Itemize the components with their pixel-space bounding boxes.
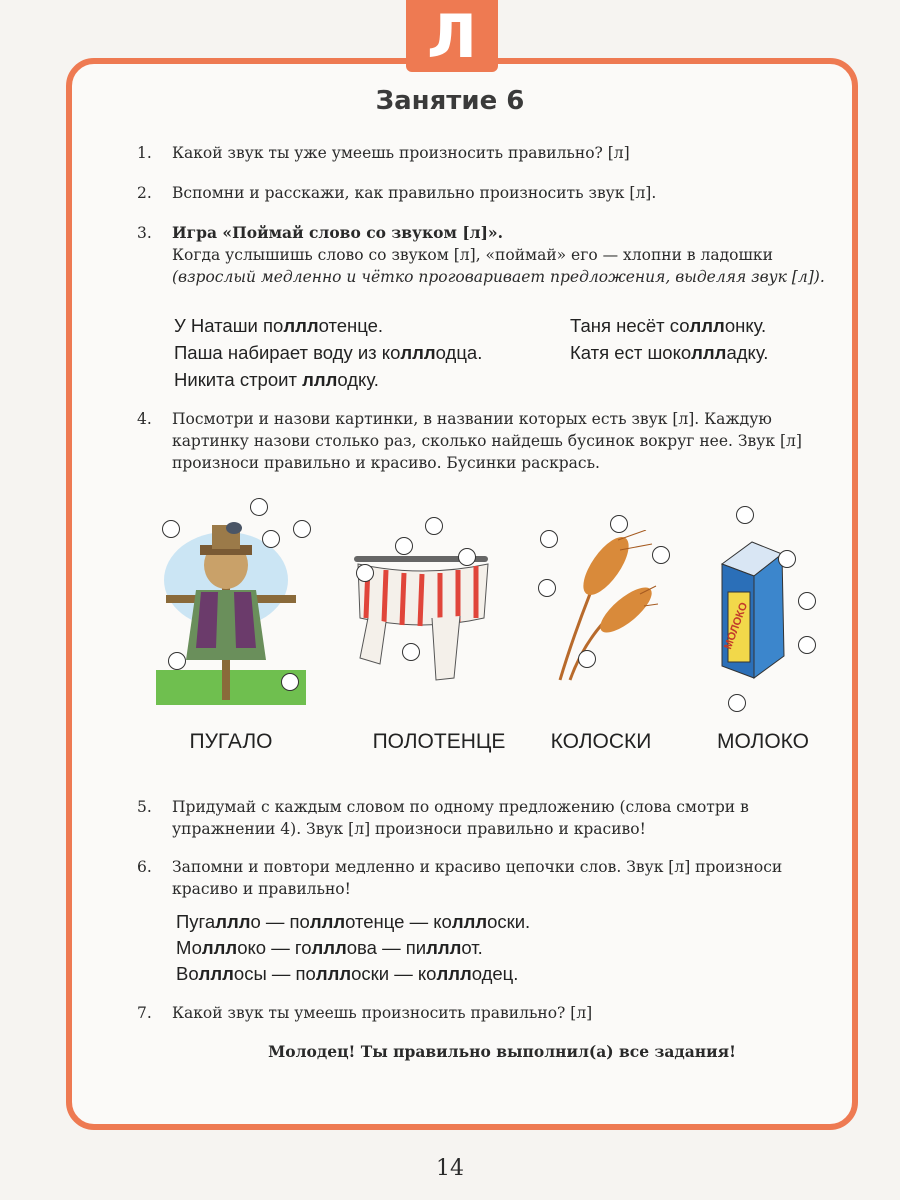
bead[interactable] (425, 517, 443, 535)
sentence-3 (174, 366, 379, 393)
chain-2-bold: ллл (311, 937, 347, 958)
chain-2-part: Мо (176, 937, 202, 958)
task-3-title: Игра «Поймай слово со звуком [л]». (172, 223, 504, 242)
task-5-text: Придумай с каждым словом по одному предложению (слова смотри в упражнении 4). Звук [л] произноси правильно и красиво! (172, 798, 749, 838)
sentence-3-pre: Никита строит (174, 369, 303, 390)
task-2-text: Вспомни и расскажи, как правильно произносить звук [л]. (172, 184, 657, 202)
carton-label: МОЛОКО (722, 600, 751, 652)
sentence-1-post: отенце. (318, 315, 384, 336)
sentence-2-bold: ллл (400, 342, 436, 363)
sentence-2-post: одца. (435, 342, 483, 363)
bead[interactable] (798, 636, 816, 654)
chain-2-part: ова — пи (346, 937, 427, 958)
bead[interactable] (281, 673, 299, 691)
bead[interactable] (736, 506, 754, 524)
bead[interactable] (250, 498, 268, 516)
bead[interactable] (652, 546, 670, 564)
chain-2-part: око — го (237, 937, 312, 958)
bead[interactable] (538, 579, 556, 597)
chain-1-part: оски. (487, 911, 531, 932)
picture-label-wheat: КОЛОСКИ (550, 730, 652, 753)
bead[interactable] (262, 530, 280, 548)
chain-3-bold: ллл (436, 963, 472, 984)
wheat-picture (548, 530, 658, 690)
sentence-1 (174, 312, 383, 339)
bead[interactable] (458, 548, 476, 566)
letter-tab: Л (406, 0, 498, 72)
chain-3-part: оски — ко (351, 963, 437, 984)
sentence-5 (570, 339, 768, 366)
bead[interactable] (162, 520, 180, 538)
lesson-title: Занятие 6 (375, 86, 525, 116)
task-2-number: 2. (137, 184, 152, 202)
task-3-text-wrap (172, 244, 832, 288)
task-3-text: Когда услышишь слово со звуком [л], «поймай» его — хлопни в ладошки (172, 246, 773, 264)
bead[interactable] (168, 652, 186, 670)
chain-3-part: Во (176, 963, 199, 984)
chain-2-part: от. (461, 937, 483, 958)
task-4-number: 4. (137, 410, 152, 428)
task-1-text: Какой звук ты уже умеешь произносить правильно? [л] (172, 144, 630, 162)
sentence-4-bold: ллл (689, 315, 725, 336)
task-1-number: 1. (137, 144, 152, 162)
picture-label-towel: ПОЛОТЕНЦЕ (372, 730, 506, 753)
bead[interactable] (293, 520, 311, 538)
bead[interactable] (578, 650, 596, 668)
chain-3-part: одец. (471, 963, 519, 984)
page-number: 14 (436, 1156, 464, 1181)
task-3-block (172, 222, 832, 288)
chain-3-part: осы — по (233, 963, 316, 984)
chain-2-bold: ллл (426, 937, 462, 958)
bead[interactable] (356, 564, 374, 582)
task-3-note: (взрослый медленно и чётко проговаривает предложения, выделяя звук [л]). (172, 268, 825, 286)
chain-1 (176, 908, 530, 935)
sentence-3-post: одку. (337, 369, 379, 390)
sentence-4-pre: Таня несёт со (570, 315, 690, 336)
chain-3 (176, 960, 518, 987)
bead[interactable] (728, 694, 746, 712)
chain-1-part: отенце — ко (345, 911, 452, 932)
sentence-1-pre: У Наташи по (174, 315, 284, 336)
bead[interactable] (540, 530, 558, 548)
bead[interactable] (610, 515, 628, 533)
picture-label-scarecrow: ПУГАЛО (189, 730, 273, 753)
chain-1-bold: ллл (451, 911, 488, 932)
task-4-text: Посмотри и назови картинки, в названии которых есть звук [л]. Каждую картинку назови столько раз, сколько найдешь бусинок вокруг нее. Звук [л] произноси правильно и красиво. Бусинки раскрась. (172, 410, 802, 472)
chain-2-bold: ллл (201, 937, 238, 958)
chain-1-part: о — по (250, 911, 310, 932)
sentence-5-bold: ллл (691, 342, 727, 363)
task-5-number: 5. (137, 798, 152, 816)
chain-1-bold: ллл (215, 911, 251, 932)
task-3-number: 3. (137, 224, 152, 242)
chain-1-part: Пуга (176, 911, 216, 932)
task-6-text: Запомни и повтори медленно и красиво цепочки слов. Звук [л] произноси красиво и правильно! (172, 858, 783, 898)
task-7-number: 7. (137, 1004, 152, 1022)
picture-label-milk: МОЛОКО (716, 730, 810, 753)
chain-2 (176, 934, 483, 961)
sentence-4 (570, 312, 766, 339)
sentence-2-pre: Паша набирает воду из ко (174, 342, 401, 363)
sentence-3-bold: ллл (302, 369, 338, 390)
sentence-5-pre: Катя ест шоко (570, 342, 692, 363)
sentence-5-post: адку. (726, 342, 769, 363)
bead[interactable] (798, 592, 816, 610)
task-7-text: Какой звук ты умеешь произносить правильно? [л] (172, 1004, 593, 1022)
sentence-1-bold: ллл (283, 315, 319, 336)
bead[interactable] (395, 537, 413, 555)
bead[interactable] (778, 550, 796, 568)
bead[interactable] (402, 643, 420, 661)
final-praise: Молодец! Ты правильно выполнил(а) все задания! (268, 1042, 736, 1061)
task-6-number: 6. (137, 858, 152, 876)
sentence-4-post: онку. (724, 315, 767, 336)
chain-1-bold: ллл (309, 911, 346, 932)
sentence-2 (174, 339, 482, 366)
chain-3-bold: ллл (198, 963, 234, 984)
chain-3-bold: ллл (315, 963, 352, 984)
